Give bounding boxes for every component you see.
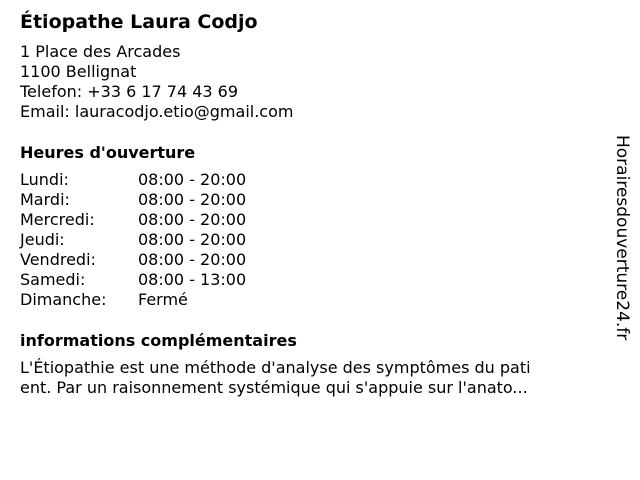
day-label: Dimanche: [20,290,107,309]
business-title: Étiopathe Laura Codjo [20,11,258,33]
address-line-2: 1100 Bellignat [20,62,137,81]
site-watermark: Horairesdouverture24.fr [612,135,632,341]
day-label: Mercredi: [20,210,95,229]
hours-heading: Heures d'ouverture [20,143,196,162]
info-description: L'Étiopathie est une méthode d'analyse des symptômes du pati ent. Par un raisonnement systémique qui s'appuie sur l'anato... [20,358,531,397]
hours-row-wednesday [20,210,580,230]
time-value: 08:00 - 20:00 [138,230,247,249]
phone-line: Telefon: +33 6 17 74 43 69 [20,82,239,101]
day-label: Vendredi: [20,250,96,269]
hours-row-sunday [20,290,580,310]
time-value: 08:00 - 20:00 [138,250,247,269]
hours-row-monday [20,170,580,190]
contact-block [20,42,580,122]
business-card [20,8,580,398]
time-value: 08:00 - 20:00 [138,170,247,189]
info-heading: informations complémentaires [20,331,297,350]
hours-row-tuesday [20,190,580,210]
time-value: 08:00 - 20:00 [138,210,247,229]
email-line: Email: lauracodjo.etio@gmail.com [20,102,294,121]
day-label: Mardi: [20,190,70,209]
hours-row-saturday [20,270,580,290]
day-label: Samedi: [20,270,86,289]
hours-row-friday [20,250,580,270]
hours-row-thursday [20,230,580,250]
day-label: Lundi: [20,170,69,189]
time-value: 08:00 - 20:00 [138,190,247,209]
time-value: 08:00 - 13:00 [138,270,247,289]
day-label: Jeudi: [20,230,65,249]
hours-table [20,170,580,310]
address-line-1: 1 Place des Arcades [20,42,181,61]
time-value: Fermé [138,290,188,309]
